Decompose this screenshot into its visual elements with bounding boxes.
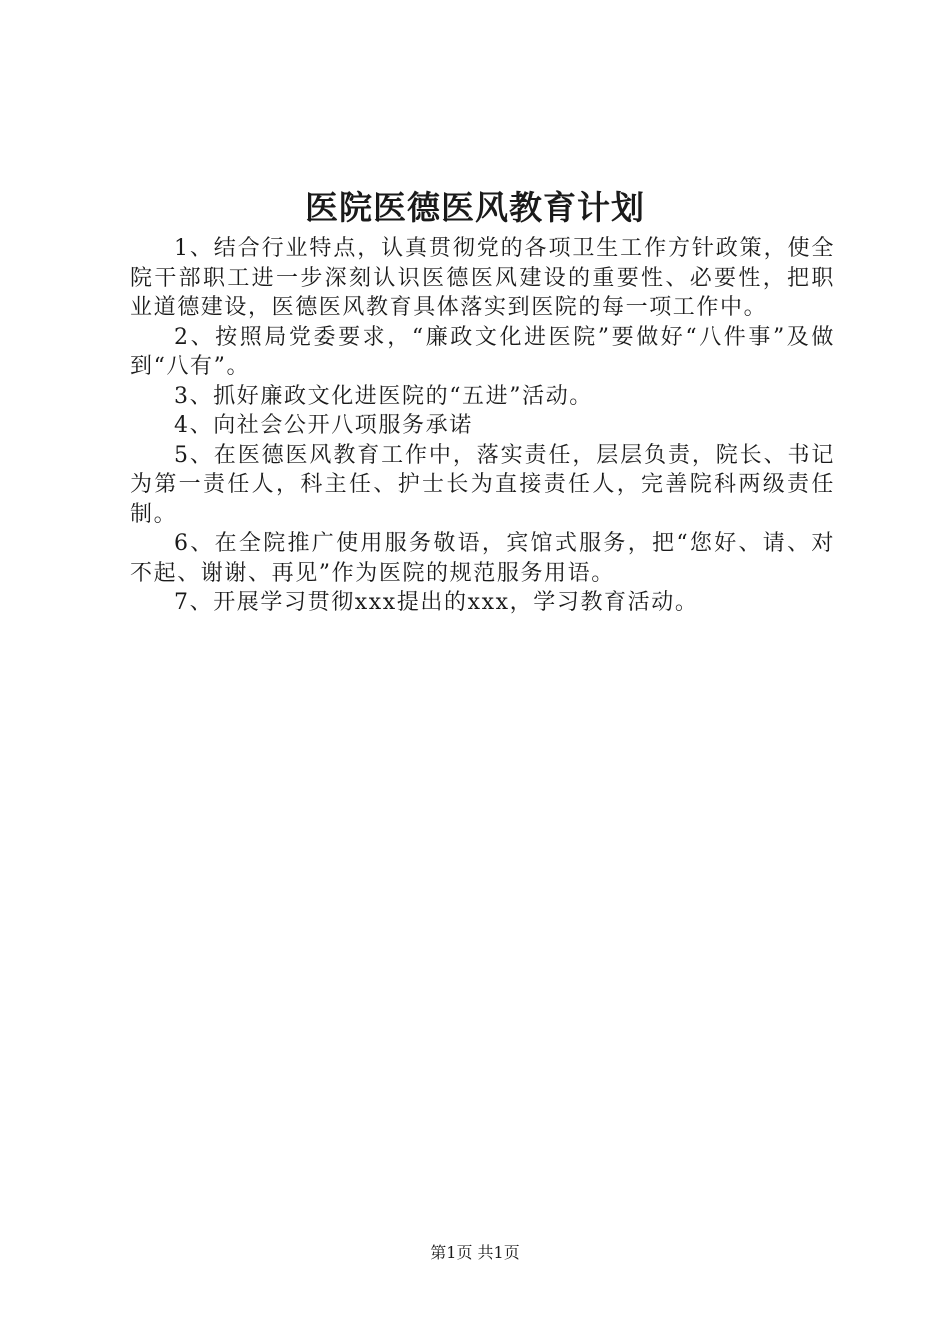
paragraph-5: 5、在医德医风教育工作中，落实责任，层层负责，院长、书记为第一责任人，科主任、护士长为直接责任人，完善院科两级责任制。: [130, 442, 835, 527]
document-body: [130, 234, 835, 618]
paragraph-3: 3、抓好廉政文化进医院的“五进”活动。: [174, 383, 593, 409]
paragraph-2: 2、按照局党委要求，“廉政文化进医院”要做好“八件事”及做到“八有”。: [130, 324, 835, 379]
paragraph-7: 7、开展学习贯彻xxx提出的xxx，学习教育活动。: [174, 590, 699, 615]
paragraph-4: 4、向社会公开八项服务承诺: [174, 413, 473, 438]
document-title: 医院医德医风教育计划: [305, 188, 645, 227]
paragraph-1: 1、结合行业特点，认真贯彻党的各项卫生工作方针政策，使全院干部职工进一步深刻认识医德医风建设的重要性、必要性，把职业道德建设，医德医风教育具体落实到医院的每一项工作中。: [130, 236, 835, 320]
page-footer: 第1页 共1页: [430, 1243, 520, 1262]
paragraph-6: 6、在全院推广使用服务敬语，宾馆式服务，把“您好、请、对不起、谢谢、再见”作为医院的规范服务用语。: [130, 531, 835, 586]
